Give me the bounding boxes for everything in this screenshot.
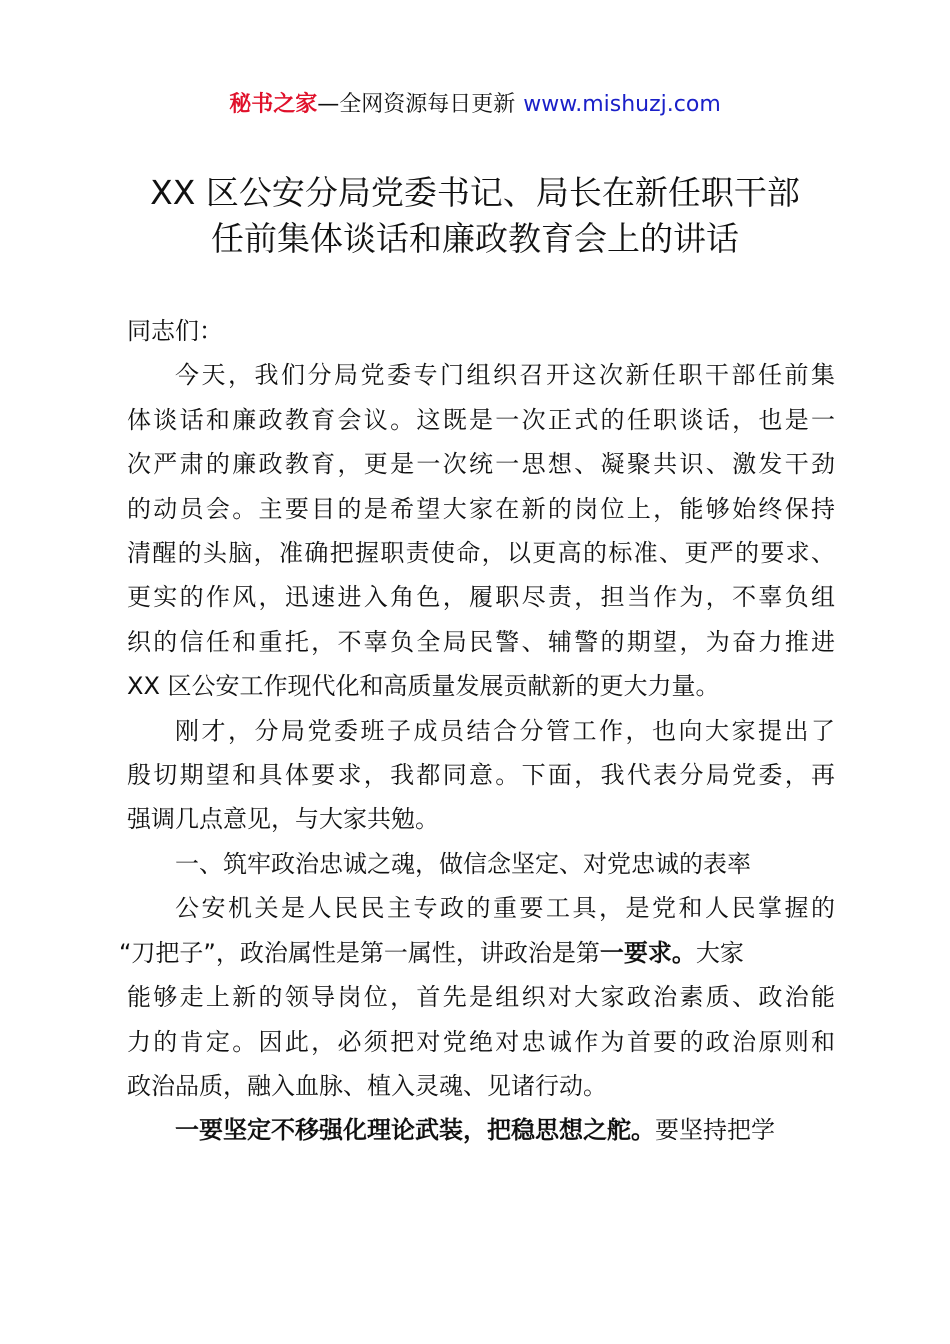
section-heading-1 bbox=[127, 842, 835, 886]
paragraph-line: 能够走上新的领导岗位，首先是组织对大家政治素质、政治能 bbox=[127, 983, 835, 1012]
paragraph-line: 强调几点意见，与大家共勉。 bbox=[127, 805, 439, 834]
paragraph-line-mixed bbox=[127, 1108, 835, 1152]
title-line-2: 任前集体谈话和廉政教育会上的讲话 bbox=[211, 219, 739, 258]
paragraph-3 bbox=[119, 886, 835, 1108]
paragraph-4 bbox=[127, 1108, 835, 1152]
site-header bbox=[0, 88, 950, 122]
paragraph-line: 体谈话和廉政教育会议。这既是一次正式的任职谈话，也是一 bbox=[127, 405, 835, 434]
paragraph-text: 大家 bbox=[695, 938, 744, 967]
header-tagline: —全网资源每日更新 bbox=[317, 92, 516, 117]
paragraph-line: XX 区公安工作现代化和高质量发展贡献新的更大力量。 bbox=[127, 672, 720, 701]
emphasis-text: 一要求。 bbox=[599, 938, 696, 967]
paragraph-2 bbox=[127, 709, 835, 842]
section-heading-text: 一、筑牢政治忠诚之魂，做信念坚定、对党忠诚的表率 bbox=[175, 849, 751, 878]
paragraph-line: 今天，我们分局党委专门组织召开这次新任职干部任前集 bbox=[175, 361, 835, 390]
paragraph-line: 力的肯定。因此，必须把对党绝对忠诚作为首要的政治原则和 bbox=[127, 1027, 835, 1056]
paragraph-line: 殷切期望和具体要求，我都同意。下面，我代表分局党委，再 bbox=[127, 761, 835, 790]
paragraph-line: 的动员会。主要目的是希望大家在新的岗位上，能够始终保持 bbox=[127, 494, 835, 523]
document-title bbox=[0, 170, 950, 262]
paragraph-line: 清醒的头脑，准确把握职责使命，以更高的标准、更严的要求、 bbox=[127, 539, 835, 568]
paragraph-line: 刚才，分局党委班子成员结合分管工作，也向大家提出了 bbox=[175, 716, 835, 745]
paragraph-line-mixed bbox=[119, 931, 835, 975]
paragraph-line: 政治品质，融入血脉、植入灵魂、见诸行动。 bbox=[127, 1071, 607, 1100]
salutation bbox=[127, 309, 835, 353]
salutation-text: 同志们： bbox=[127, 317, 223, 345]
paragraph-1 bbox=[127, 353, 835, 708]
document-body bbox=[119, 309, 835, 1153]
paragraph-line: 织的信任和重托，不辜负全局民警、辅警的期望，为奋力推进 bbox=[127, 627, 835, 656]
paragraph-line: 次严肃的廉政教育，更是一次统一思想、凝聚共识、激发干劲 bbox=[127, 450, 835, 479]
paragraph-text: 要坚持把学 bbox=[655, 1116, 775, 1145]
paragraph-line: 公安机关是人民民主专政的重要工具，是党和人民掌握的 bbox=[175, 894, 835, 923]
site-url[interactable]: www.mishuzj.com bbox=[523, 92, 721, 117]
brand-name: 秘书之家 bbox=[229, 92, 318, 117]
emphasis-text: 一要坚定不移强化理论武装，把稳思想之舵。 bbox=[175, 1116, 655, 1145]
paragraph-text: “刀把子”，政治属性是第一属性，讲政治是第 bbox=[119, 938, 600, 967]
paragraph-line: 更实的作风，迅速进入角色，履职尽责，担当作为，不辜负组 bbox=[127, 583, 835, 612]
title-line-1: XX 区公安分局党委书记、局长在新任职干部 bbox=[150, 173, 800, 212]
